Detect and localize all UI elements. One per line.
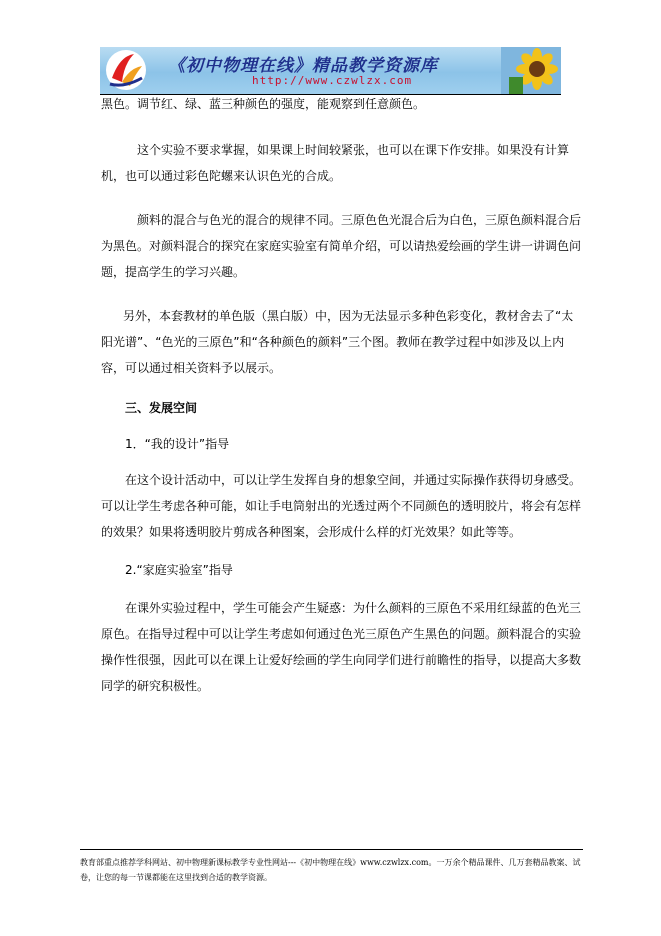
document-body bbox=[101, 95, 585, 699]
footer-divider bbox=[80, 849, 583, 850]
subheading-home-lab: 2.“家庭实验室”指导 bbox=[125, 563, 233, 577]
header-banner bbox=[100, 47, 561, 94]
paragraph-design-activity: 在这个设计活动中，可以让学生发挥自身的想象空间，并通过实际操作获得切身感受。可以让学生考虑各种可能，如让手电筒射出的光透过两个不同颜色的透明胶片，将会有怎样的效果？如果将透明胶片剪成各种图案，会形成什么样的灯光效果？如此等等。 bbox=[101, 473, 582, 539]
section-heading: 三、发展空间 bbox=[125, 401, 198, 415]
paragraph-continuation: 黑色。调节红、绿、蓝三种颜色的强度，能观察到任意颜色。 bbox=[101, 97, 426, 111]
subheading-my-design: 1．“我的设计”指导 bbox=[125, 437, 230, 451]
paragraph-textbook-note: 另外，本套教材的单色版（黑白版）中，因为无法显示多种色彩变化，教材舍去了“太阳光谱”、“色光的三原色”和“各种颜色的颜料”三个图。教师在教学过程中如涉及以上内容，可以通过相关资料予以展示。 bbox=[101, 309, 574, 375]
paragraph-home-lab: 在课外实验过程中，学生可能会产生疑惑：为什么颜料的三原色不采用红绿蓝的色光三原色。在指导过程中可以让学生考虑如何通过色光三原色产生黑色的问题。颜料混合的实验操作性很强，因此可以在课上让爱好绘画的学生向同学们进行前瞻性的指导，以提高大多数同学的研究积极性。 bbox=[101, 601, 582, 693]
footer-text: 教育部重点推荐学科网站、初中物理新课标教学专业性网站---《初中物理在线》www.czwlzx.com。一万余个精品课件、几万套精品教案、试卷，让您的每一节课都能在这里找到合适的教学资源。 bbox=[80, 858, 581, 882]
paragraph-color-mixing: 颜料的混合与色光的混合的规律不同。三原色色光混合后为白色，三原色颜料混合后为黑色。对颜料混合的探究在家庭实验室有简单介绍，可以请热爱绘画的学生讲一讲调色问题，提高学生的学习兴趣。 bbox=[101, 213, 582, 279]
site-logo bbox=[104, 48, 148, 92]
banner-url[interactable]: http://www.czwlzx.com bbox=[252, 74, 413, 87]
banner-title: 《初中物理在线》精品教学资源库 bbox=[168, 56, 438, 76]
sunflower-image bbox=[501, 47, 561, 94]
paragraph-experiment-note: 这个实验不要求掌握，如果课上时间较紧张，也可以在课下作安排。如果没有计算机，也可以通过彩色陀螺来认识色光的合成。 bbox=[101, 143, 570, 183]
